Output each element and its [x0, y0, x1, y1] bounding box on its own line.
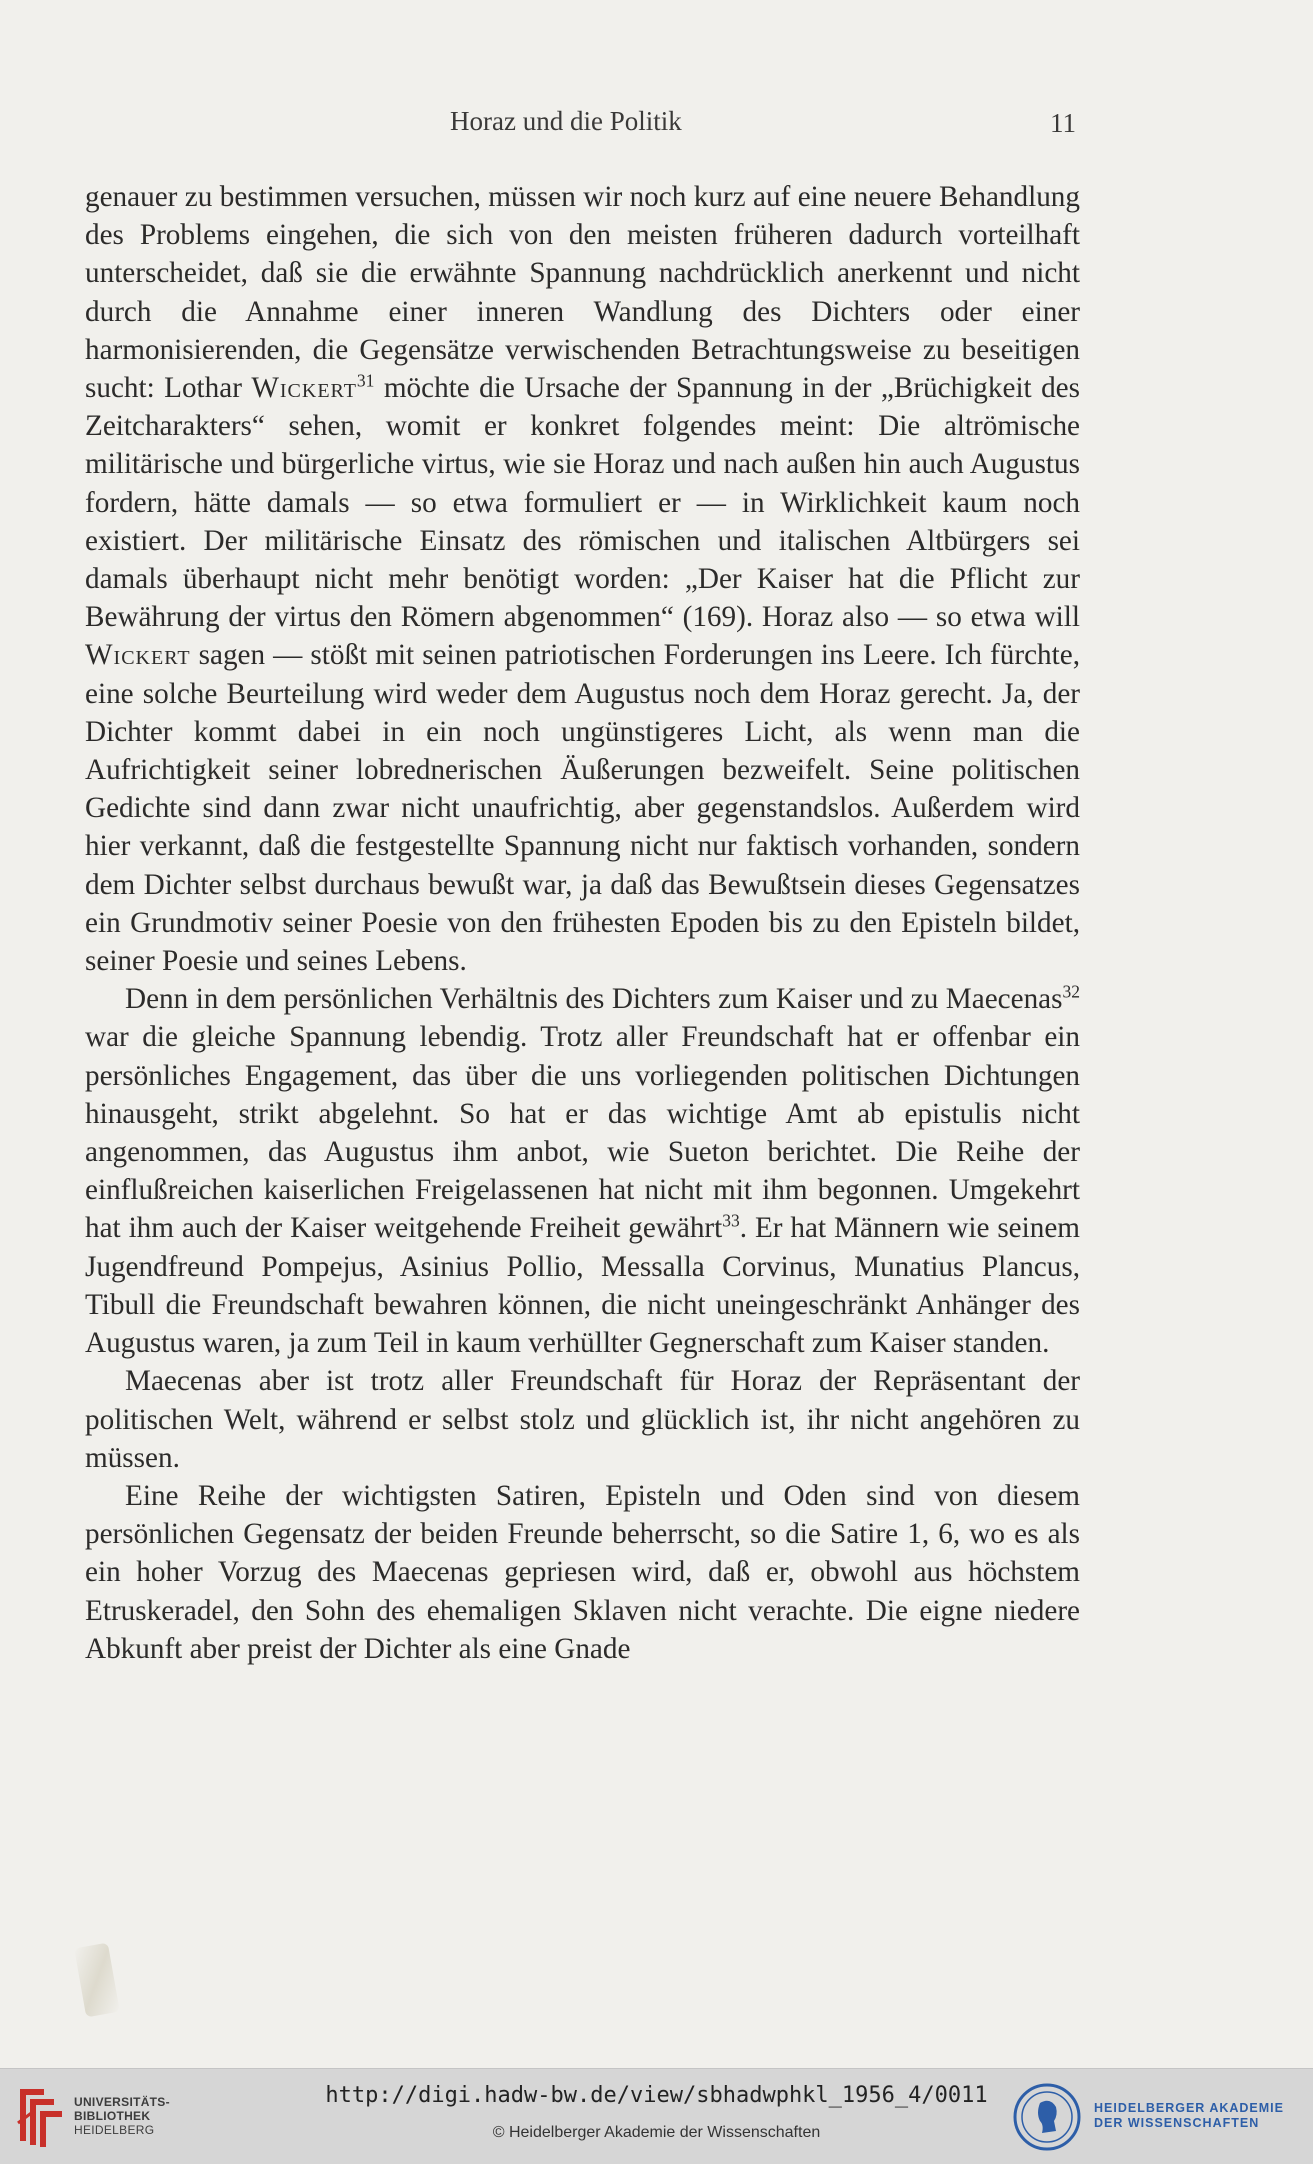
text-run: Maecenas aber ist trotz aller Freundschaft für Horaz der Repräsentant der politischen Welt, während er selbst stolz und glücklich ist, ihr nicht angehören zu müssen. [85, 1365, 1080, 1474]
text-run: genauer zu bestimmen versuchen, müssen wir noch kurz auf eine neuere Behandlung des Problems eingehen, die sich von den meisten früheren dadurch vorteilhaft unterscheidet, daß sie die erwähnte Spannung nachdrücklich anerkennt und nicht durch die Annahme einer inneren Wandlung des Dichters oder einer harmonisierenden, die Gegensätze verwischenden Betrachtungsweise zu beseitigen sucht: Lothar [85, 181, 1080, 405]
copyright-notice: © Heidelberger Akademie der Wissenschaften [492, 2124, 821, 2141]
text-run: . Er hat Männern wie seinem Jugendfreund Pompejus, Asinius Pollio, Messalla Corvinus, Munatius Plancus, Tibull die Freundschaft bewahren können, die nicht uneingeschränkt Anhänger des Augustus waren, ja zum Teil in kaum verhüllter Gegnerschaft zum Kaiser standen. [85, 1212, 1080, 1360]
running-title: Horaz und die Politik [450, 106, 682, 136]
author-name: Wickert [85, 639, 191, 672]
library-line2: BIBLIOTHEK [74, 2109, 151, 2123]
academy-line1: HEIDELBERGER AKADEMIE [1094, 2101, 1284, 2115]
hadw-seal-logo-icon [1012, 2081, 1082, 2153]
author-name: Wickert [251, 372, 357, 405]
paragraph [85, 1362, 1080, 1477]
footnote-marker: 32 [1062, 981, 1080, 1002]
paragraph [85, 980, 1080, 1362]
academy-name [1094, 2101, 1284, 2131]
running-head [0, 106, 1313, 146]
paragraph [85, 178, 1080, 980]
text-run: möchte die Ursache der Spannung in der „Brüchigkeit des Zeitcharakters“ sehen, womit er konkret folgendes meint: Die altrömische militärische und bürgerliche virtus, wie sie Horaz und nach außen hin auch Augustus fordern, hätte damals — so etwa formuliert er — in Wirklichkeit kaum noch existiert. Der militärische Einsatz des römischen und italischen Altbürgers sei damals überhaupt nicht mehr benötigt worden: „Der Kaiser hat die Pflicht zur Bewährung der virtus den Römern abgenommen“ (169). Horaz also — so etwa will [85, 372, 1080, 634]
text-run: sagen — stößt mit seinen patriotischen Forderungen ins Leere. Ich fürchte, eine solche Beurteilung wird weder dem Augustus noch dem Horaz gerecht. Ja, der Dichter kommt dabei in ein noch ungünstigeres Licht, als wenn man die Aufrichtigkeit seiner lobrednerischen Äußerungen bezweifelt. Seine politischen Gedichte sind dann zwar nicht unaufrichtig, aber gegenstandslos. Außerdem wird hier verkannt, daß die festgestellte Spannung nicht nur faktisch vorhanden, sondern dem Dichter selbst durchaus bewußt war, ja daß das Bewußtsein dieses Gegensatzes ein Grundmotiv seiner Poesie von den frühesten Epoden bis zu den Episteln bildet, seiner Poesie und seines Lebens. [85, 639, 1080, 978]
library-line1: UNIVERSITÄTS- [74, 2095, 170, 2109]
footnote-marker: 31 [356, 370, 375, 391]
paper-mark [74, 1943, 120, 2018]
page-number: 11 [1050, 108, 1076, 138]
text-run: Denn in dem persönlichen Verhältnis des Dichters zum Kaiser und zu Maecenas [125, 983, 1063, 1016]
academy-line2: DER WISSENSCHAFTEN [1094, 2116, 1260, 2130]
page-url-link[interactable]: http://digi.hadw-bw.de/view/sbhadwphkl_1956_4/0011 [325, 2083, 988, 2108]
footnote-marker: 33 [722, 1210, 740, 1231]
text-run: Eine Reihe der wichtigsten Satiren, Episteln und Oden sind von diesem persönlichen Gegensatz der beiden Freunde beherrscht, so die Satire 1, 6, wo es als ein hoher Vorzug des Maecenas gepriesen wird, daß er, obwohl aus höchstem Etruskeradel, den Sohn des ehemaligen Sklaven nicht verachte. Die eigne niedere Abkunft aber preist der Dichter als eine Gnade [85, 1479, 1080, 1665]
paragraph [85, 1477, 1080, 1668]
body-text [85, 178, 1080, 1668]
library-line3: HEIDELBERG [74, 2123, 155, 2137]
footer-bar [0, 2068, 1313, 2164]
text-run: war die gleiche Spannung lebendig. Trotz aller Freundschaft hat er offenbar ein persönliches Engagement, das über die uns vorliegenden politischen Dichtungen hinausgeht, strikt abgelehnt. So hat er das wichtige Amt ab epistulis nicht angenommen, das Augustus ihm anbot, wie Sueton berichtet. Die Reihe der einflußreichen kaiserlichen Freigelassenen hat nicht mit ihm begonnen. Umgekehrt hat ihm auch der Kaiser weitgehende Freiheit gewährt [85, 1021, 1080, 1245]
